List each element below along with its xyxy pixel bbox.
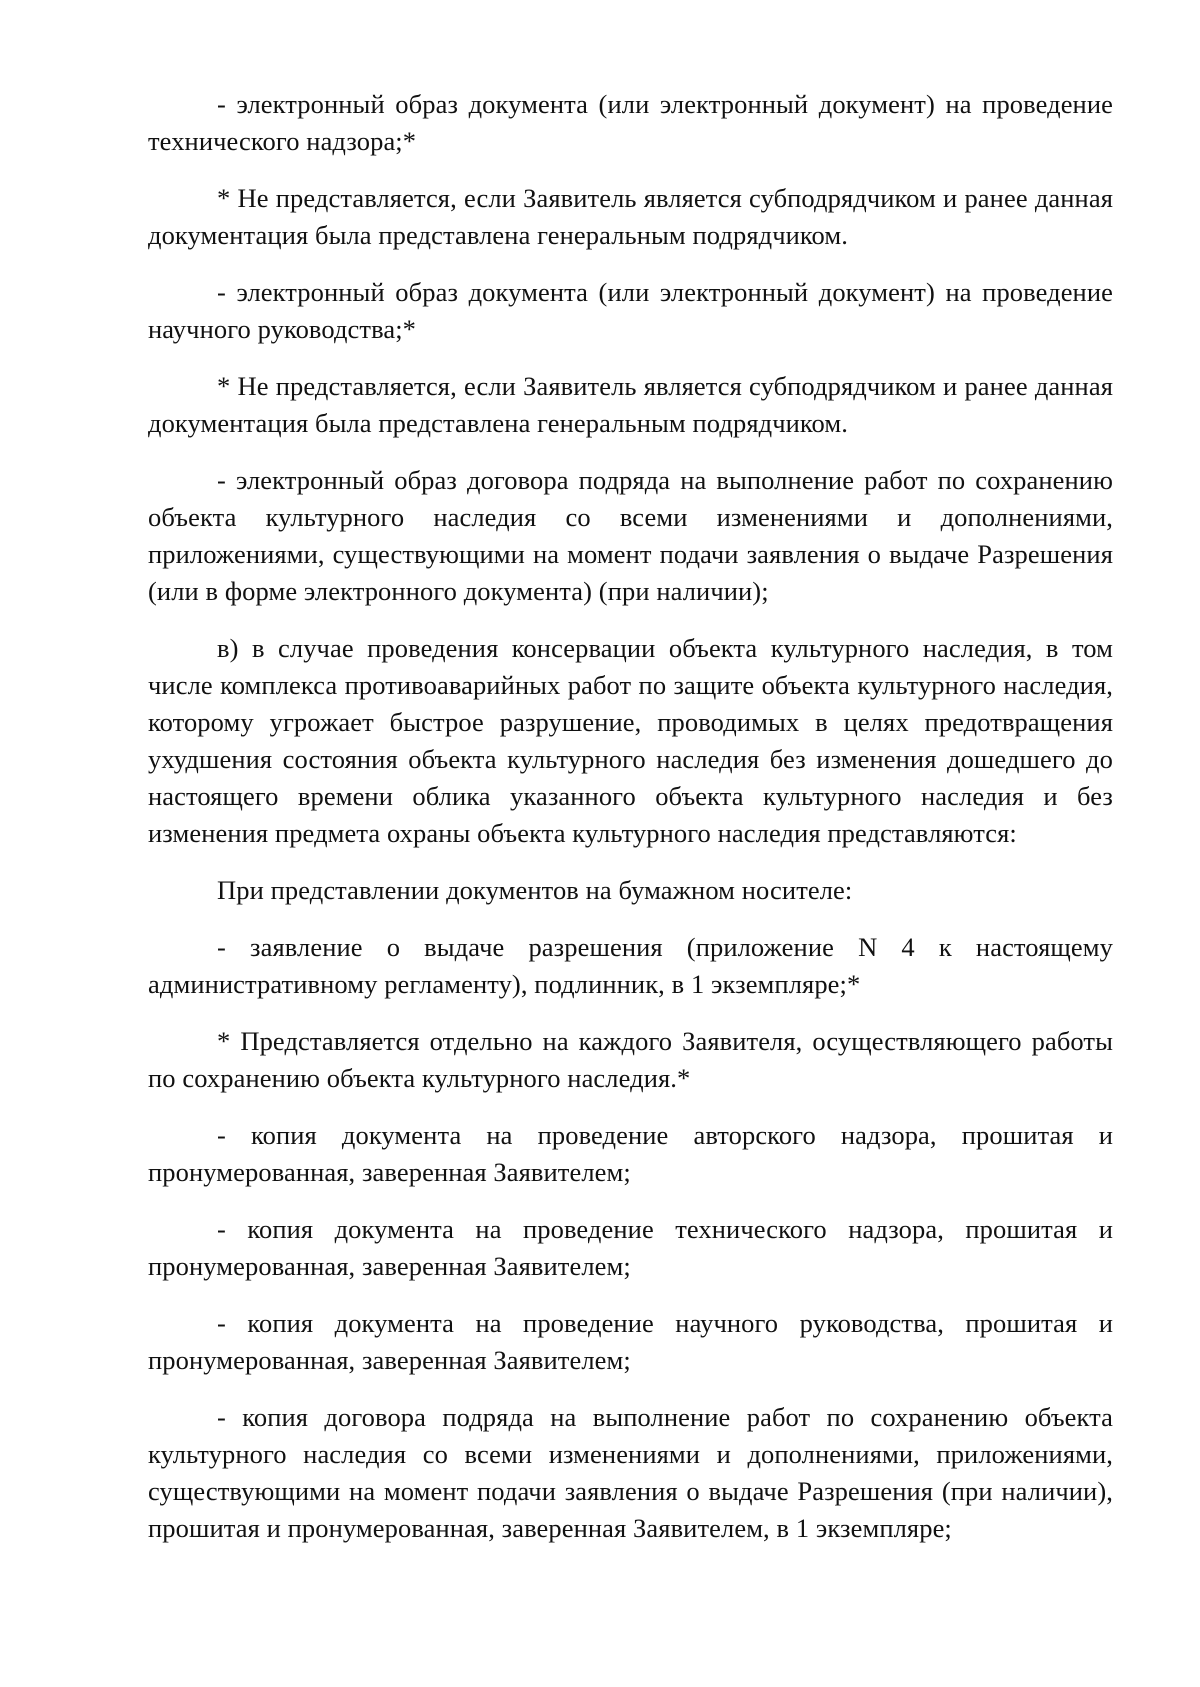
paragraph-scientific-guidance-copy: - копия документа на проведение научного руководства, прошитая и пронумерованная, заверенная Заявителем; [148, 1308, 1113, 1375]
footnote-subcontractor-2: * Не представляется, если Заявитель является субподрядчиком и ранее данная документация была представлена генеральным подрядчиком. [148, 371, 1113, 438]
paragraph-technical-supervision-copy: - копия документа на проведение технического надзора, прошитая и пронумерованная, заверенная Заявителем; [148, 1214, 1113, 1281]
document-body [148, 86, 1113, 1547]
paragraph-author-supervision-copy: - копия документа на проведение авторского надзора, прошитая и пронумерованная, заверенная Заявителем; [148, 1120, 1113, 1187]
paragraph-paper-documents: При представлении документов на бумажном носителе: [217, 875, 853, 905]
paragraph-contract-copy: - копия договора подряда на выполнение работ по сохранению объекта культурного наследия со всеми изменениями и дополнениями, приложениями, существующими на момент подачи заявления о выдаче Разрешения (при наличии), прошитая и пронумерованная, заверенная Заявителем, в 1 экземпляре; [148, 1402, 1113, 1543]
paragraph-technical-supervision: - электронный образ документа (или электронный документ) на проведение технического надзора;* [148, 89, 1113, 156]
footnote-each-applicant: * Представляется отдельно на каждого Заявителя, осуществляющего работы по сохранению объекта культурного наследия.* [148, 1026, 1113, 1093]
footnote-subcontractor-1: * Не представляется, если Заявитель является субподрядчиком и ранее данная документация была представлена генеральным подрядчиком. [148, 183, 1113, 250]
paragraph-contract-electronic: - электронный образ договора подряда на выполнение работ по сохранению объекта культурного наследия со всеми изменениями и дополнениями, приложениями, существующими на момент подачи заявления о выдаче Разрешения (или в форме электронного документа) (при наличии); [148, 465, 1113, 606]
paragraph-conservation-case: в) в случае проведения консервации объекта культурного наследия, в том числе комплекса противоаварийных работ по защите объекта культурного наследия, которому угрожает быстрое разрушение, проводимых в целях предотвращения ухудшения состояния объекта культурного наследия без изменения дошедшего до настоящего времени облика указанного объекта культурного наследия и без изменения предмета охраны объекта культурного наследия представляются: [148, 633, 1113, 848]
paragraph-permit-application: - заявление о выдаче разрешения (приложение N 4 к настоящему административному регламенту), подлинник, в 1 экземпляре;* [148, 932, 1113, 999]
paragraph-scientific-guidance: - электронный образ документа (или электронный документ) на проведение научного руководства;* [148, 277, 1113, 344]
